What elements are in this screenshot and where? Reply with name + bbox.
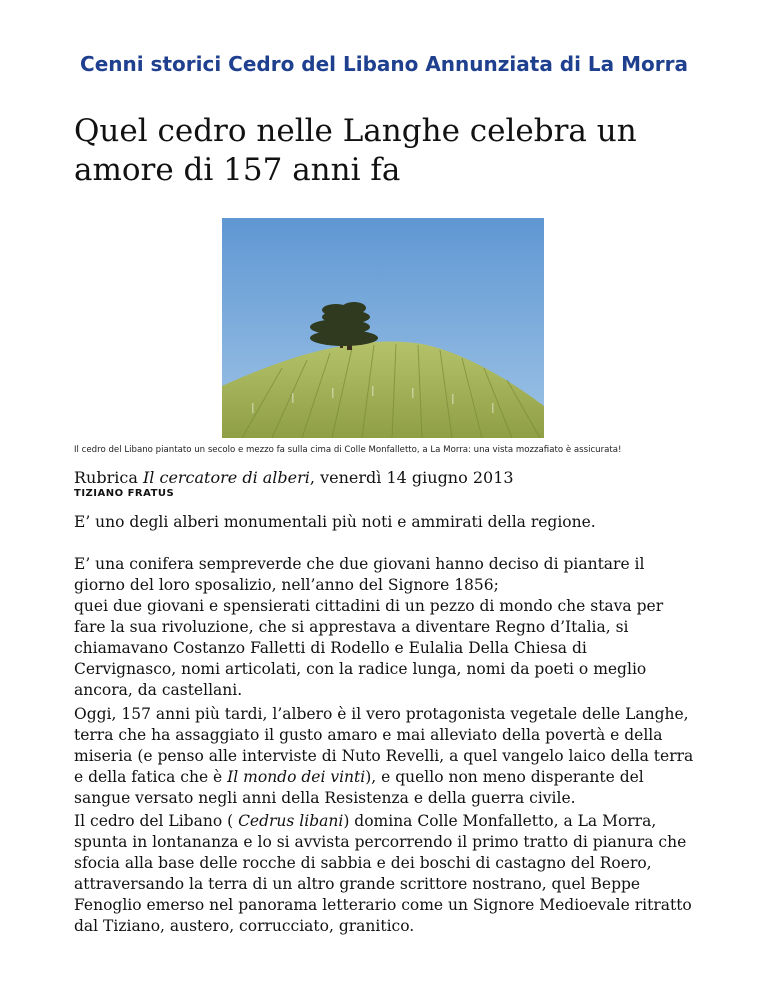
paragraph-line: ancora, da castellani. [74, 681, 243, 699]
article-rubric [74, 468, 714, 487]
paragraph-line: sangue versato negli anni della Resistenza e della guerra civile. [74, 789, 576, 807]
paragraph-line [74, 811, 714, 832]
paragraph-line: Cervignasco, nomi articolati, con la radice lunga, nomi da poeti o meglio [74, 660, 647, 678]
paragraph-4 [74, 811, 714, 937]
text-segment: Il cedro del Libano ( [74, 812, 239, 830]
scientific-name-italic: Cedrus libani [238, 812, 344, 830]
rubric-column-name: Il cercatore di alberi [142, 468, 310, 487]
paragraph-line: attraversando la terra di un altro grande scrittore nostrano, quel Beppe [74, 875, 641, 893]
paragraph-line: dal Tiziano, austero, corrucciato, granitico. [74, 917, 415, 935]
text-segment: ) domina Colle Monfalletto, a La Morra, [343, 812, 657, 830]
book-title-italic: Il mondo dei vinti [227, 768, 366, 786]
rubric-date: , venerdì 14 giugno 2013 [309, 468, 514, 487]
photo-caption: Il cedro del Libano piantato un secolo e mezzo fa sulla cima di Colle Monfalletto, a La Morra: una vista mozzafiato è assicurata! [74, 445, 622, 455]
paragraph-line: quei due giovani e spensierati cittadini di un pezzo di mondo che stava per [74, 597, 664, 615]
paragraph-line: E’ una conifera sempreverde che due giovani hanno deciso di piantare il [74, 555, 645, 573]
headline-line: amore di 157 anni fa [74, 152, 401, 188]
paragraph-line: sfocia alla base delle rocche di sabbia e dei boschi di castagno del Roero, [74, 854, 652, 872]
text-segment: e della fatica che è [74, 768, 228, 786]
article-headline [74, 112, 694, 190]
document-header-title: Cenni storici Cedro del Libano Annunziata di La Morra [80, 52, 688, 76]
paragraph-line: fare la sua rivoluzione, che si apprestava a diventare Regno d’Italia, si [74, 618, 629, 636]
paragraph-line: chiamavano Costanzo Falletti di Rodello e Eulalia Della Chiesa di [74, 639, 587, 657]
paragraph-line: miseria (e penso alle interviste di Nuto Revelli, a quel vangelo laico della terra [74, 747, 694, 765]
paragraph-2 [74, 554, 714, 701]
paragraph-line: Oggi, 157 anni più tardi, l’albero è il vero protagonista vegetale delle Langhe, [74, 705, 689, 723]
paragraph-3 [74, 704, 714, 809]
headline-line: Quel cedro nelle Langhe celebra un [74, 113, 637, 149]
text-segment: ), e quello non meno disperante del [365, 768, 644, 786]
paragraph-line: giorno del loro sposalizio, nell’anno del Signore 1856; [74, 576, 499, 594]
paragraph-1: E’ uno degli alberi monumentali più noti e ammirati della regione. [74, 513, 596, 531]
cedar-tree-photo [222, 218, 544, 438]
rubric-prefix: Rubrica [74, 468, 143, 487]
paragraph-line: terra che ha assaggiato il gusto amaro e mai alleviato della povertà e della [74, 726, 663, 744]
article-author: TIZIANO FRATUS [74, 488, 175, 499]
paragraph-line: spunta in lontananza e lo si avvista percorrendo il primo tratto di pianura che [74, 833, 687, 851]
paragraph-line: Fenoglio emerso nel panorama letterario come un Signore Medioevale ritratto [74, 896, 692, 914]
cedar-tree-on-hill-photo-icon [222, 218, 544, 438]
paragraph-line [74, 767, 714, 788]
